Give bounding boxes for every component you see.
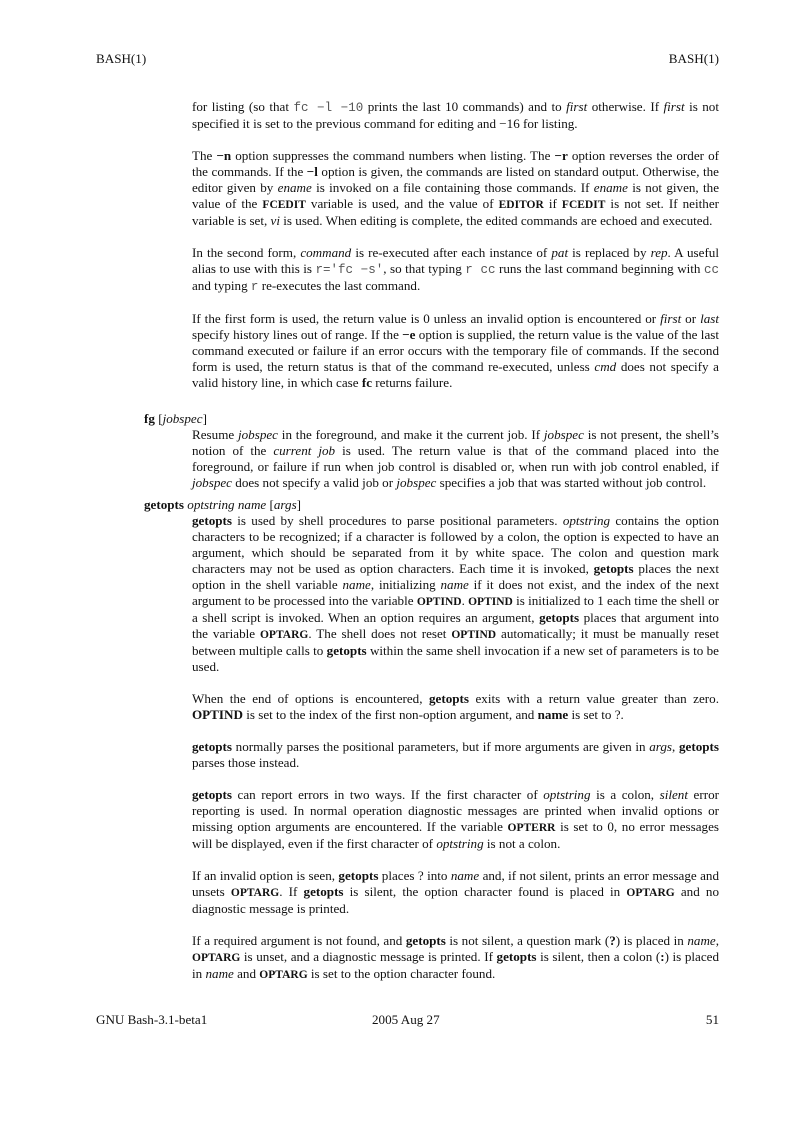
getopts-paragraph-1: getopts is used by shell procedures to parse positional parameters. optstring contains the option characters to be recognized; if a character is followed by a colon, the option is expected to have an argument, which should be separated from it by white space. The colon and question mark characters may not be used as option characters. Each time it is invoked, getopts places the next option in the shell variable name, initializing name if it does not exist, and the index of the next argument to be processed into the variable OPTIND. OPTIND is initialized to 1 each time the shell or a shell script is invoked. When an option requires an argument, getopts places that argument into the variable OPTARG. The shell does not reset OPTIND automatically; it must be manually reset between multiple calls to getopts within the same shell invocation if a new set of parameters is to be used. [192,513,720,674]
fc-paragraph-3: In the second form, command is re-executed after each instance of pat is replaced by rep. A useful alias to use with this is r=′fc −s′, so that typing r cc runs the last command beginning with cc and typing r re-executes the last command. [192,245,719,294]
getopts-paragraph-5: If an invalid option is seen, getopts places ? into name and, if not silent, prints an error message and unsets OPTARG. If getopts is silent, the option character found is placed in OPTARG and no diagnostic message is printed. [192,868,720,916]
fc-paragraph-2: The −n option suppresses the command numbers when listing. The −r option reverses the order of the commands. If the −l option is given, the commands are listed on standard output. Otherwise, the editor given by ename is invoked on a file containing those commands. If ename is not given, the value of the FCEDIT variable is used, and the value of EDITOR if FCEDIT is not set. If neither variable is set, vi is used. When editing is complete, the edited commands are echoed and executed. [192,148,720,228]
page-header-left: BASH(1) [96,51,147,66]
page-footer-left: GNU Bash-3.1-beta1 [96,1012,208,1027]
page-header-right: BASH(1) [668,51,719,66]
getopts-entry [144,497,719,983]
getopts-paragraph-2: When the end of options is encountered, getopts exits with a return value greater than zero. OPTIND is set to the index of the first non-option argument, and name is set to ?. [192,691,719,722]
fg-term: fg [jobspec] [144,411,207,426]
page-number: 51 [705,1012,719,1027]
fc-paragraph-1: for listing (so that fc −l −10 prints the last 10 commands) and to first otherwise. If first is not specified it is set to the previous command for editing and −16 for listing. [192,99,719,131]
fc-description [192,99,719,391]
fg-entry [144,411,719,491]
getopts-paragraph-3: getopts normally parses the positional parameters, but if more arguments are given in args, getopts parses those instead. [192,739,719,770]
page-footer-date: 2005 Aug 27 [372,1012,440,1027]
fg-description: Resume jobspec in the foreground, and make it the current job. If jobspec is not present, the shell’s notion of the current job is used. The return value is that of the command placed into the foreground, or failure if run when job control is disabled or, when run with job control enabled, if jobspec does not specify a valid job or jobspec specifies a job that was started without job control. [192,427,719,490]
fc-paragraph-4: If the first form is used, the return value is 0 unless an invalid option is encountered or first or last specify history lines out of range. If the −e option is supplied, the return value is the value of the last command executed or failure if an error occurs with the temporary file of commands. If the second form is used, the return status is that of the command re-executed, unless cmd does not specify a valid history line, in which case fc returns failure. [192,311,719,390]
getopts-term: getopts optstring name [args] [144,497,302,512]
getopts-paragraph-6: If a required argument is not found, and getopts is not silent, a question mark (?) is placed in name, OPTARG is unset, and a diagnostic message is printed. If getopts is silent, then a colon (:) is placed in name and OPTARG is set to the option character found. [192,933,720,981]
getopts-paragraph-4: getopts can report errors in two ways. If the first character of optstring is a colon, silent error reporting is used. In normal operation diagnostic messages are printed when invalid options or missing option arguments are encountered. If the variable OPTERR is set to 0, no error messages will be displayed, even if the first character of optstring is not a colon. [192,787,719,851]
